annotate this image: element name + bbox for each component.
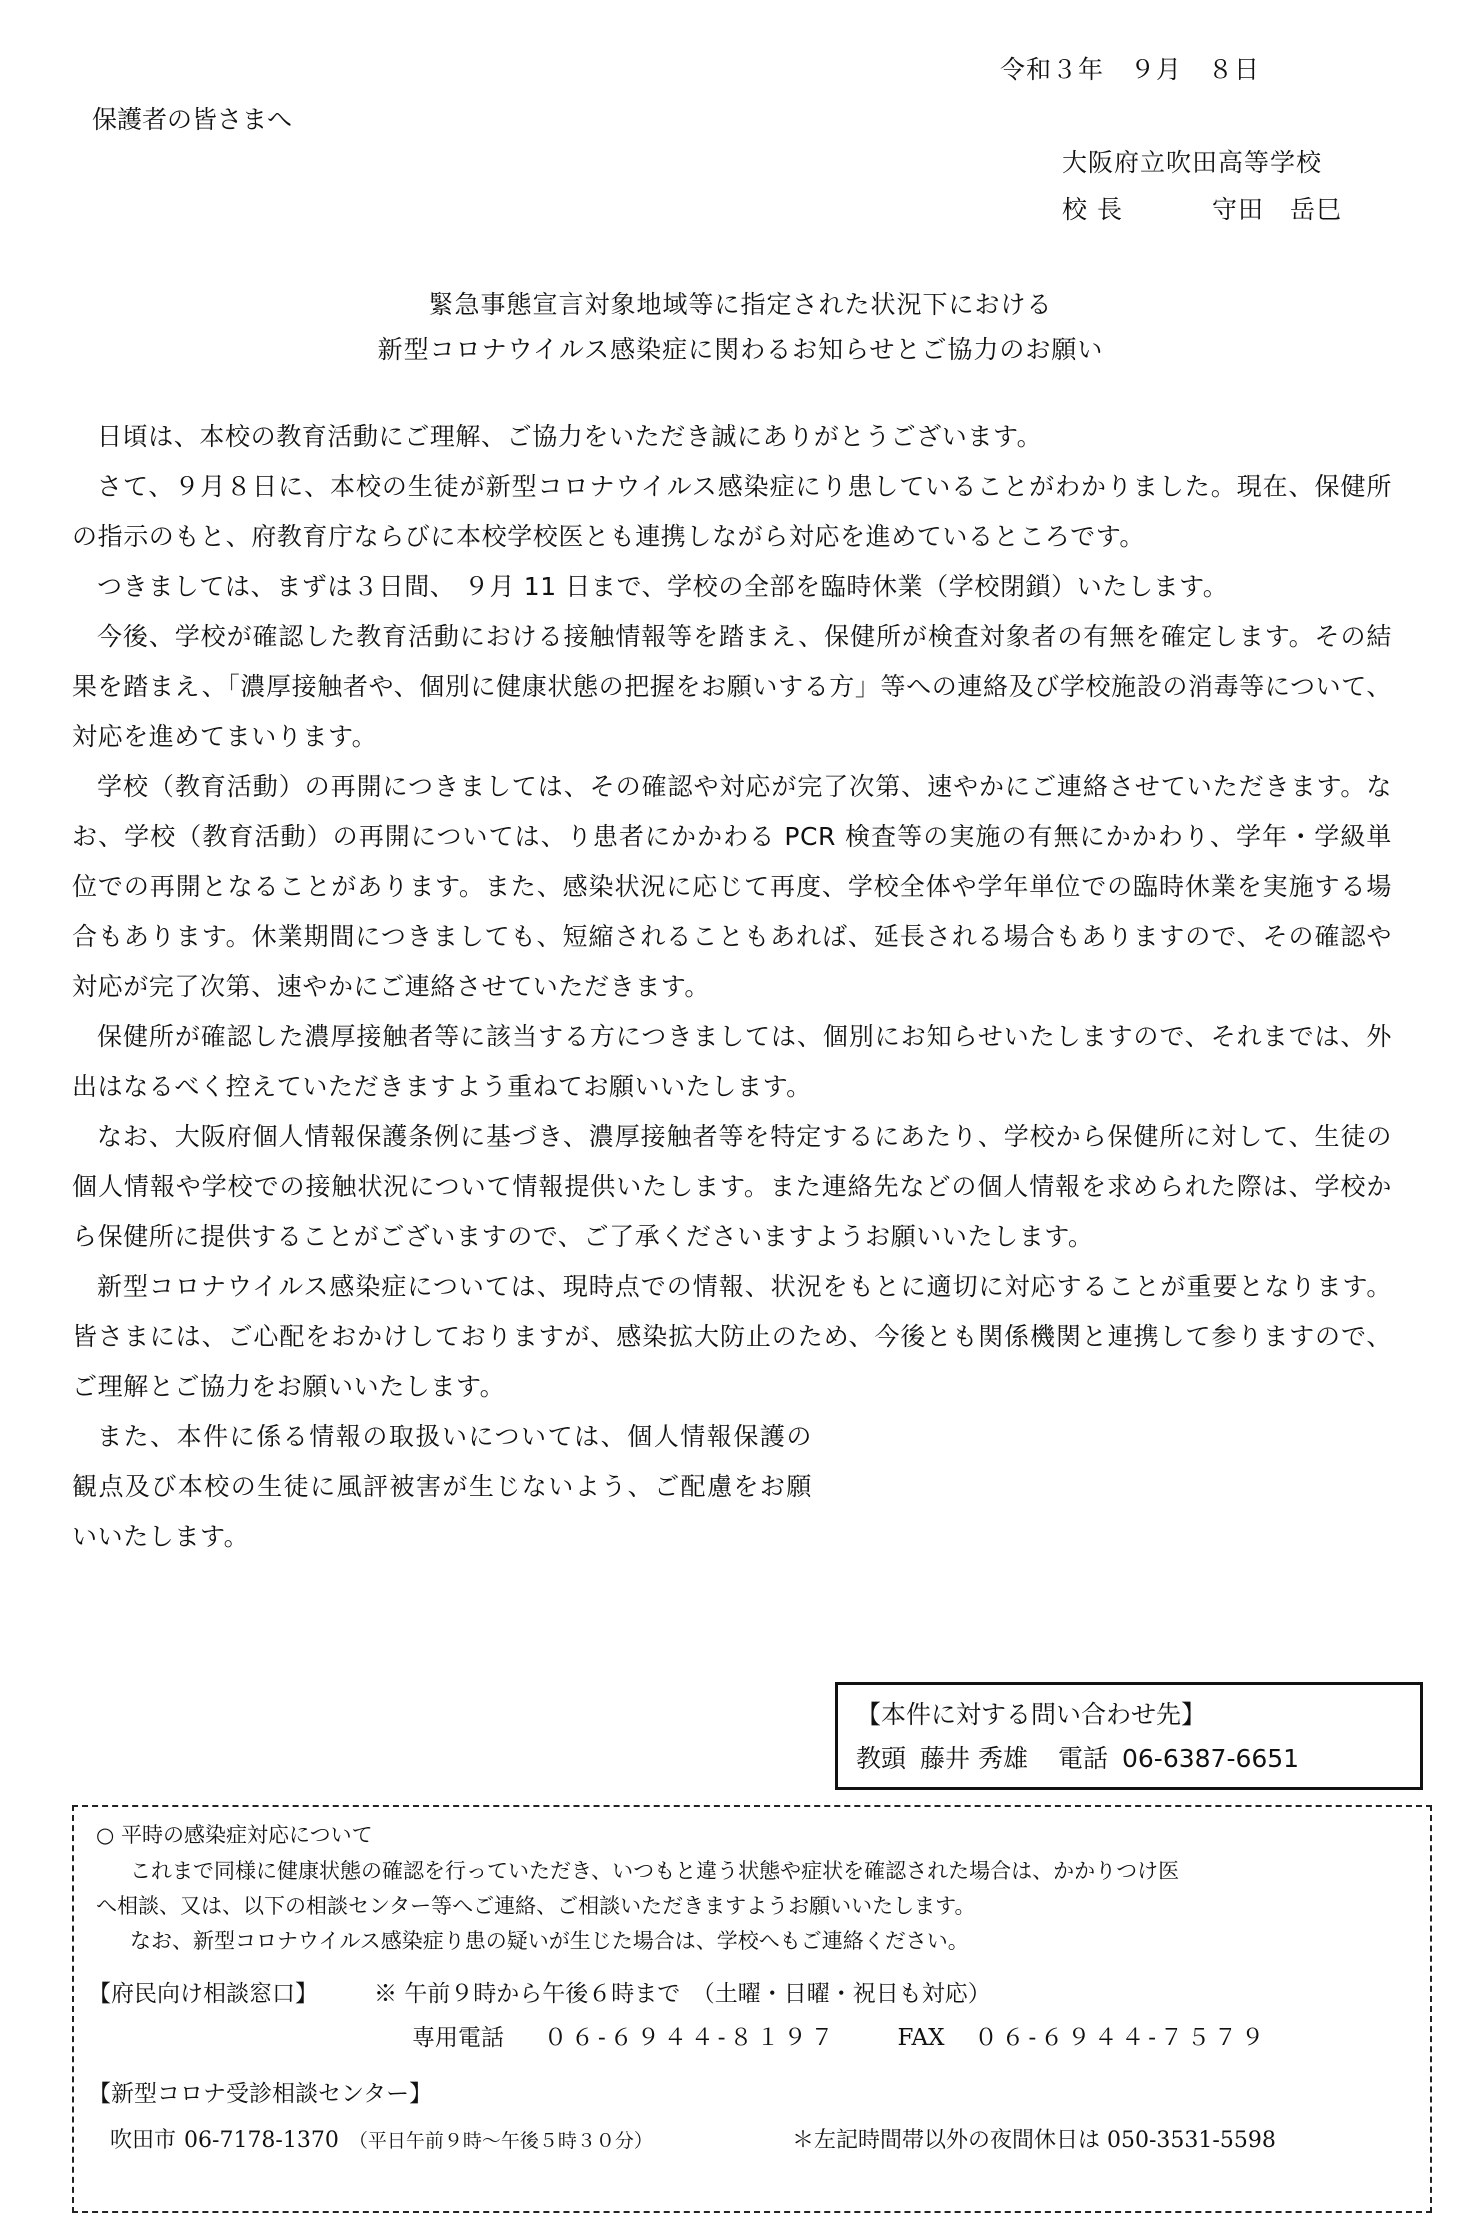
suita-hours: （平日午前９時～午後５時３０分） <box>348 2130 653 2152</box>
body-paragraph: なお、大阪府個人情報保護条例に基づき、濃厚接触者等を特定するにあたり、学校から保健所に対して、生徒の個人情報や学校での接触状況について情報提供いたします。また連絡先などの個人情報を求められた際は、学校から保健所に提供することがございますので、ご了承くださいますようお願いいたします。 <box>72 1122 1392 1251</box>
infection-notice-box <box>72 1805 1432 2213</box>
consult-center-title: 【新型コロナ受診相談センター】 <box>88 2081 433 2107</box>
contact-phone-label: 電話 <box>1057 1744 1108 1773</box>
body-paragraph: 今後、学校が確認した教育活動における接触情報等を踏まえ、保健所が検査対象者の有無を確定します。その結果を踏まえ、「濃厚接触者や、個別に健康状態の把握をお願いする方」等への連絡及び学校施設の消毒等について、対応を進めてまいります。 <box>72 622 1392 751</box>
body-paragraph: 新型コロナウイルス感染症については、現時点での情報、状況をもとに適切に対応することが重要となります。皆さまには、ご心配をおかけしておりますが、感染拡大防止のため、今後とも関係機関と連携して参りますので、ご理解とご協力をお願いいたします。 <box>72 1272 1392 1401</box>
contact-phone: 06-6387-6651 <box>1121 1744 1300 1773</box>
principal-title: 校 長 <box>1062 195 1123 224</box>
notice-line: へ相談、又は、以下の相談センター等へご連絡、ご相談いただきますようお願いいたします。 <box>96 1894 976 1918</box>
night-holiday-note: ＊左記時間帯以外の夜間休日は 050-3531-5598 <box>792 2128 1276 2153</box>
contact-box <box>835 1682 1423 1790</box>
body-paragraph: また、本件に係る情報の取扱いについては、個人情報保護の観点及び本校の生徒に風評被害が生じないよう、ご配慮をお願いいたします。 <box>72 1422 812 1551</box>
fax-number: ０６-６９４４-７５７９ <box>974 2025 1269 2051</box>
hotline-numbers <box>412 2019 1268 2052</box>
body-paragraph: つきましては、まずは３日間、 ９月 11 日まで、学校の全部を臨時休業（学校閉鎖）いたします。 <box>97 572 1229 601</box>
addressee: 保護者の皆さまへ <box>92 105 293 134</box>
tel-number: ０６-６９４４-８１９７ <box>544 2025 838 2051</box>
body-paragraph: 保健所が確認した濃厚接触者等に該当する方につきましては、個別にお知らせいたしますので、それまでは、外出はなるべく控えていただきますよう重ねてお願いいたします。 <box>72 1022 1392 1101</box>
suita-phone: 06-7178-1370 <box>184 2128 339 2153</box>
contact-details <box>856 1737 1420 1781</box>
contact-heading: 【本件に対する問い合わせ先】 <box>856 1700 1207 1729</box>
body-paragraph: 日頃は、本校の教育活動にご理解、ご協力をいただき誠にありがとうございます。 <box>97 422 1043 451</box>
principal-name: 守田 岳巳 <box>1212 195 1343 224</box>
letter-title-line-1: 緊急事態宣言対象地域等に指定された状況下における <box>428 290 1053 319</box>
fax-label: FAX <box>897 2025 945 2051</box>
letter-date: 令和３年 ９月 ８日 <box>1000 55 1261 84</box>
hotline-label: 【府民向け相談窓口】 <box>88 1981 318 2007</box>
body-paragraph: さて、９月８日に、本校の生徒が新型コロナウイルス感染症にり患していることがわかりました。現在、保健所の指示のもと、府教育庁ならびに本校学校医とも連携しながら対応を進めているところです。 <box>72 472 1392 551</box>
suita-label: 吹田市 <box>110 2128 177 2153</box>
letter-title-line-2: 新型コロナウイルス感染症に関わるお知らせとご協力のお願い <box>377 335 1104 364</box>
school-name: 大阪府立吹田高等学校 <box>1062 148 1323 177</box>
tel-label: 専用電話 <box>412 2025 504 2051</box>
notice-heading: ○ 平時の感染症対応について <box>96 1823 373 1847</box>
body-paragraph: 学校（教育活動）の再開につきましては、その確認や対応が完了次第、速やかにご連絡させていただきます。なお、学校（教育活動）の再開については、り患者にかかわる PCR 検査等の実施の有無にかかわり、学年・学級単位での再開となることがあります。また、感染状況に応じて再度、学校全体や学年単位での臨時休業を実施する場合もあります。休業期間につきましても、短縮されることもあれば、延長される場合もありますので、その確認や対応が完了次第、速やかにご連絡させていただきます。 <box>72 772 1392 1001</box>
letter-body <box>72 412 1392 1562</box>
contact-role: 教頭 <box>856 1744 907 1773</box>
hotline-hours: ※ 午前９時から午後６時まで （土曜・日曜・祝日も対応） <box>374 1981 991 2007</box>
contact-name: 藤井 秀雄 <box>920 1744 1028 1773</box>
notice-line: なお、新型コロナウイルス感染症り患の疑いが生じた場合は、学校へもご連絡ください。 <box>130 1929 969 1953</box>
suita-contact <box>110 2123 653 2154</box>
principal-signature <box>1062 190 1342 226</box>
notice-line: これまで同様に健康状態の確認を行っていただき、いつもと違う状態や症状を確認された場合は、かかりつけ医 <box>130 1859 1180 1883</box>
